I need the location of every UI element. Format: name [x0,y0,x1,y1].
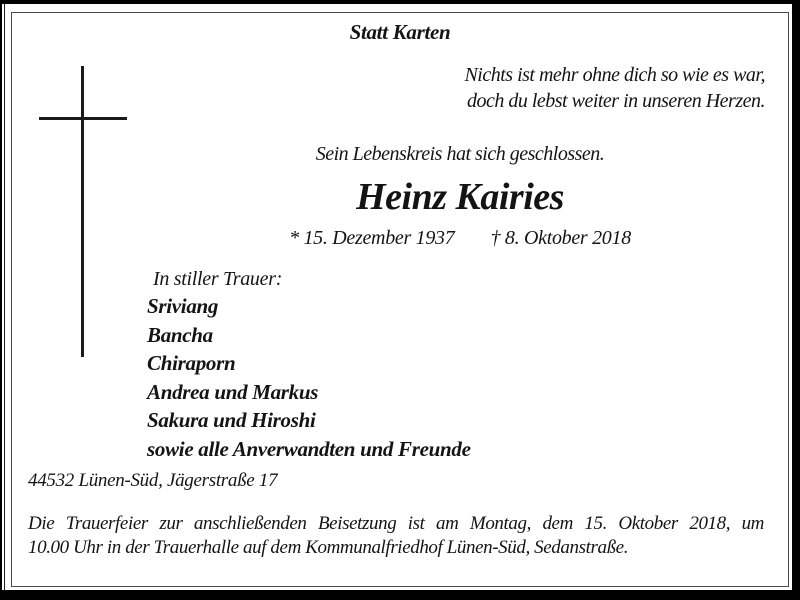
mourner-name: Chiraporn [147,351,236,375]
funeral-info-line2: 10.00 Uhr in der Trauerhalle auf dem Kommunalfriedhof Lünen-Süd, Sedanstraße. [28,536,629,558]
mourner-name: Sriviang [147,294,219,318]
mourner-name: Sakura und Hiroshi [147,408,316,432]
mourner-name: Bancha [147,322,213,347]
mourner-name: sowie alle Anverwandten und Freunde [147,436,471,461]
cross-vertical-bar [81,66,84,357]
funeral-info [28,512,764,559]
mourners-heading: In stiller Trauer: [153,268,283,290]
life-dates [120,224,800,252]
cross-horizontal-bar [39,117,127,120]
memorial-quote-line1: Nichts ist mehr ohne dich so wie es war, [464,64,765,86]
funeral-info-line1: Die Trauerfeier zur anschließenden Beisetzung ist am Montag, dem 15. Oktober 2018, um [28,513,764,534]
death-date: † 8. Oktober 2018 [490,227,631,249]
mourner-name: Andrea und Markus [147,379,319,404]
mourners-list [147,292,471,463]
scan-edge-line [4,4,5,590]
birth-date: * 15. Dezember 1937 [289,227,455,249]
memorial-quote-line2: doch du lebst weiter in unseren Herzen. [466,90,765,112]
intro-sentence: Sein Lebenskreis hat sich geschlossen. [315,143,605,165]
deceased-name: Heinz Kairies [356,176,564,218]
address-line: 44532 Lünen-Süd, Jägerstraße 17 [28,470,278,491]
statt-karten-label: Statt Karten [349,20,451,44]
memorial-quote [464,62,765,114]
